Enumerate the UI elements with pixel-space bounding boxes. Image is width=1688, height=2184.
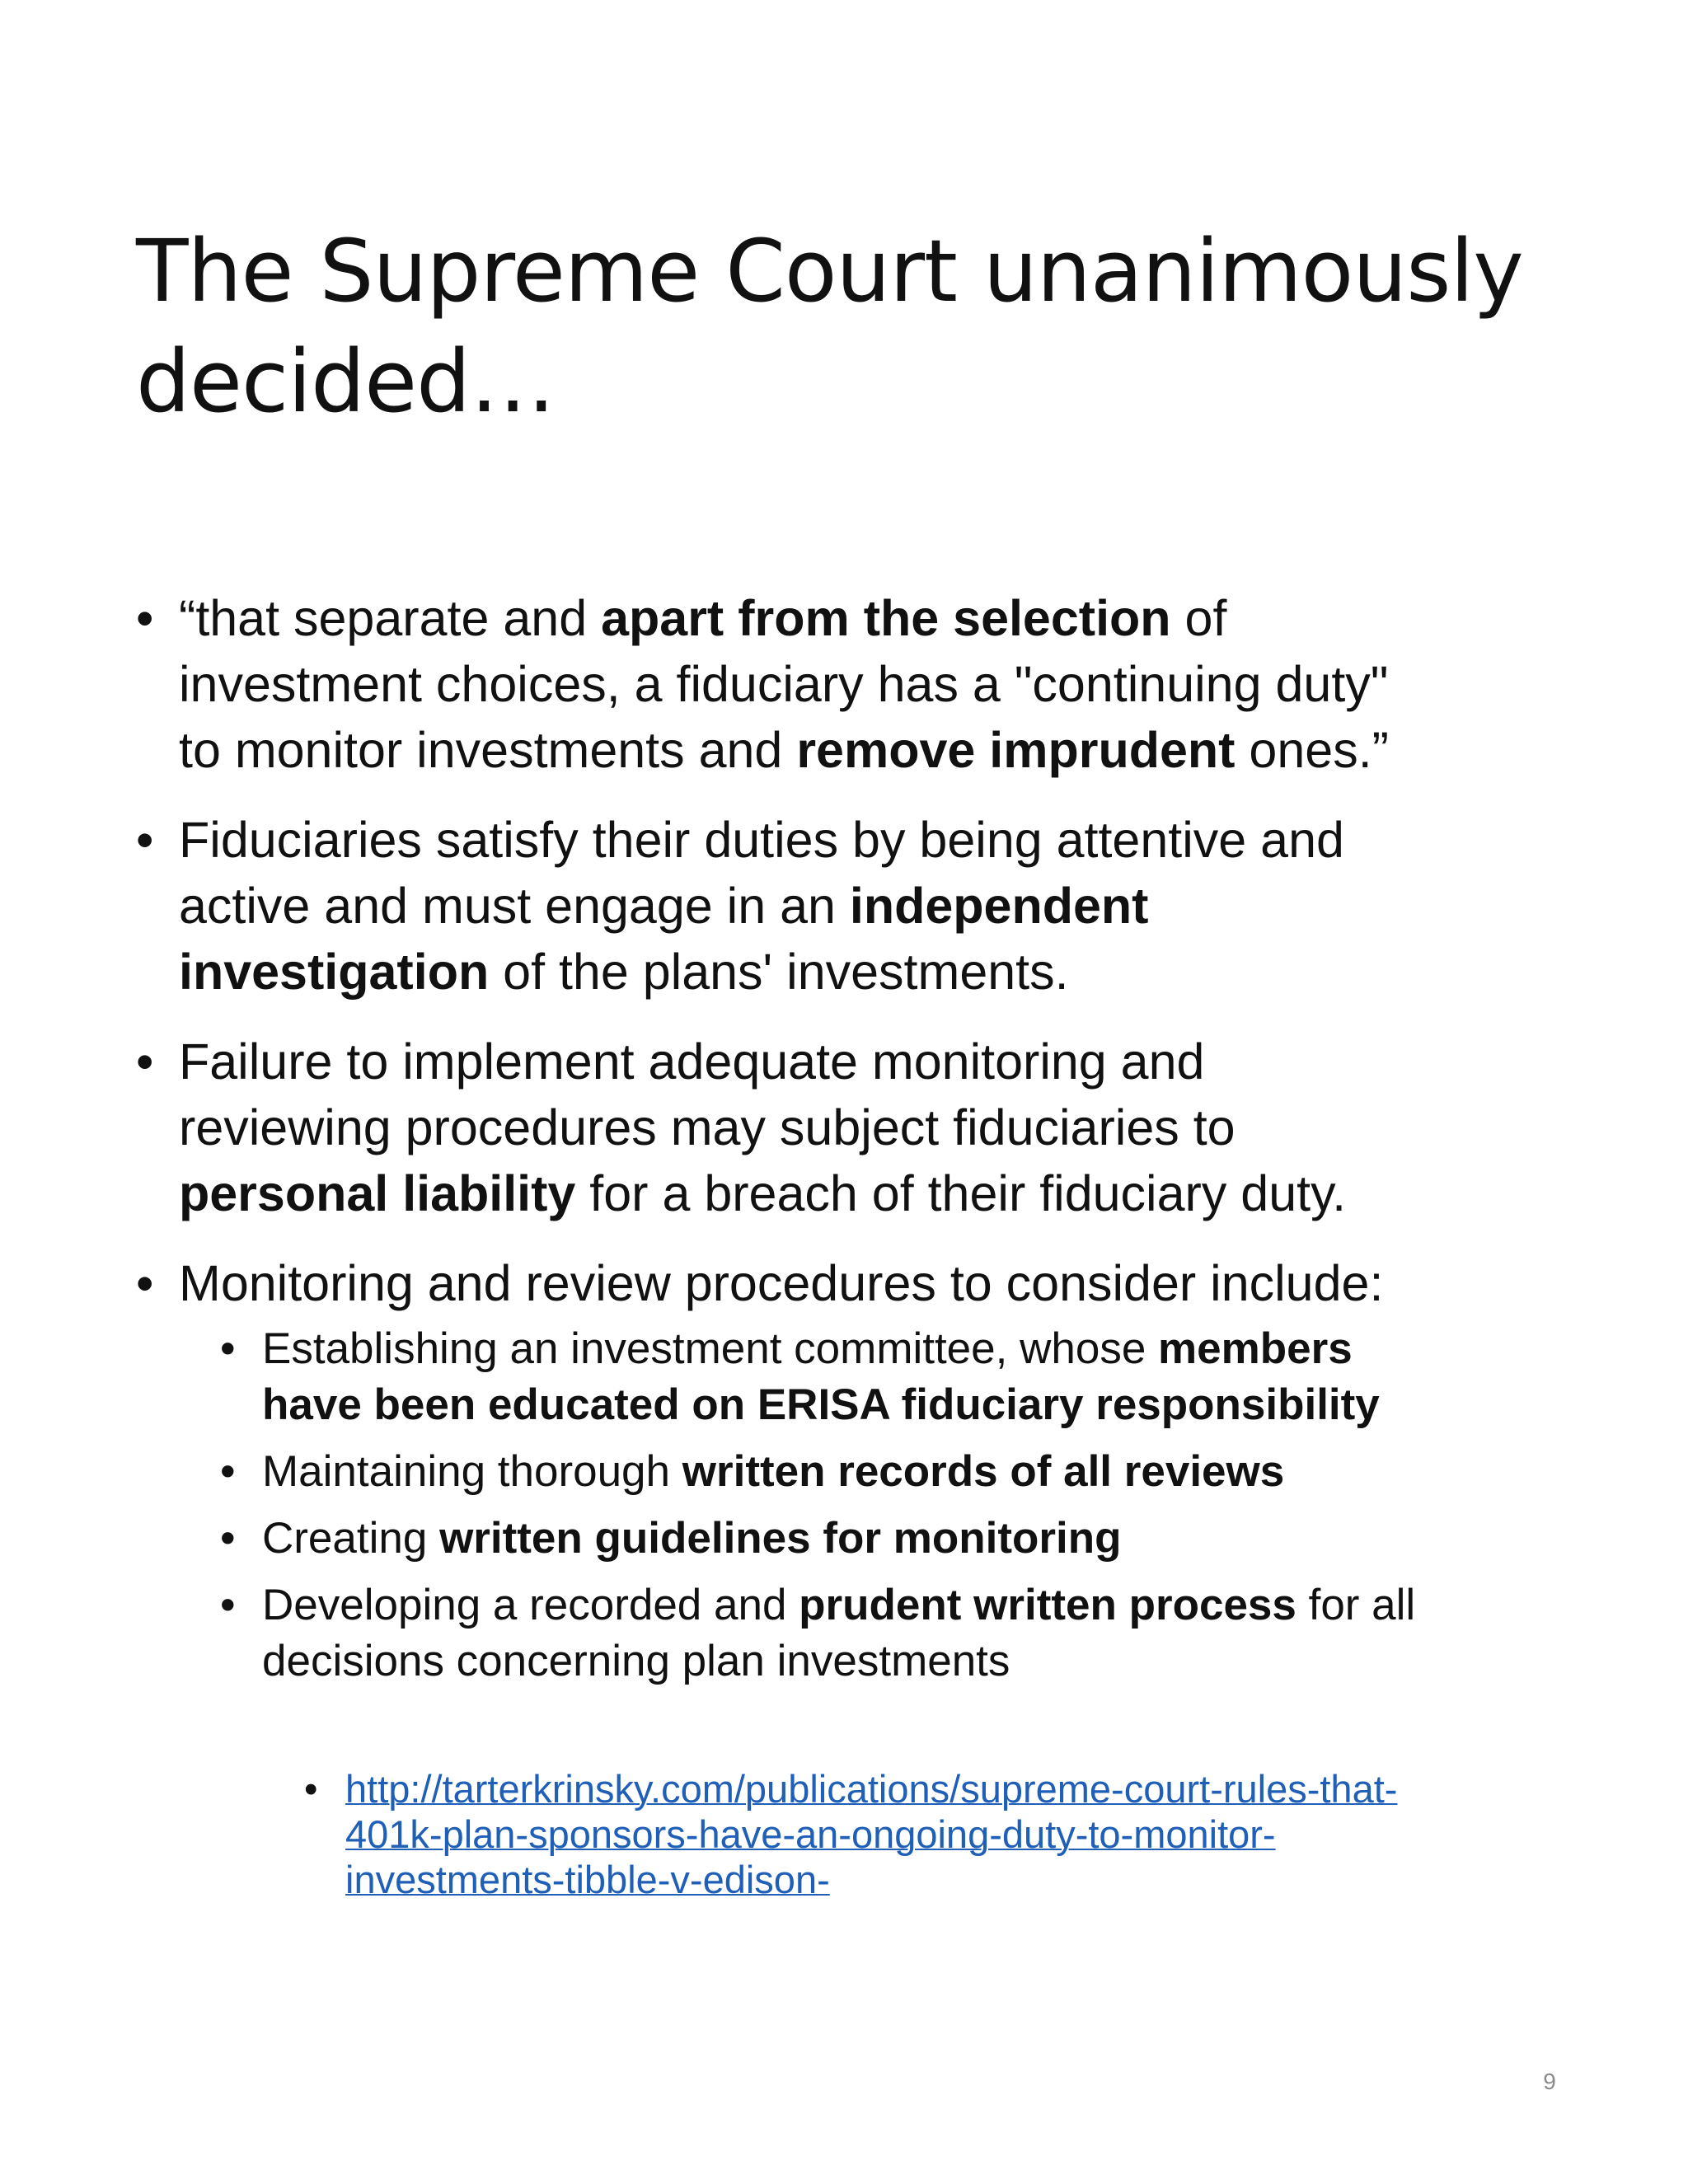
bullet-line — [179, 585, 1570, 651]
text-run: of the plans' investments. — [489, 944, 1069, 1000]
slide-title-line: decided… — [136, 331, 556, 432]
text-run: Developing a recorded and — [262, 1581, 799, 1629]
text-run: investment choices, a fiduciary has a "continuing duty" — [179, 656, 1389, 712]
text-run: for a breach of their fiduciary duty. — [575, 1165, 1347, 1221]
link-line[interactable]: 401k-plan-sponsors-have-an-ongoing-duty-to-monitor- — [345, 1812, 1276, 1856]
bullet-line — [179, 1250, 1570, 1316]
text-run: of — [1170, 590, 1227, 646]
bullet-line — [262, 1633, 1570, 1690]
emphasis-run: remove imprudent — [796, 722, 1236, 778]
sub-bullet-guidelines — [220, 1511, 1570, 1567]
bullet-line — [179, 807, 1570, 873]
text-run: reviewing procedures may subject fiduciaries to — [179, 1099, 1236, 1155]
bullet-line — [262, 1511, 1570, 1567]
emphasis-run: personal liability — [179, 1165, 576, 1221]
text-run: Establishing an investment committee, whose — [262, 1324, 1159, 1373]
emphasis-run: prudent written process — [799, 1581, 1296, 1629]
bullet-line — [179, 651, 1570, 717]
sub-bullet-written-records — [220, 1444, 1570, 1500]
emphasis-run: members — [1158, 1324, 1353, 1373]
source-link-item — [304, 1766, 1631, 1902]
text-run: to monitor investments and — [179, 722, 797, 778]
sub-bullet-investment-committee — [220, 1321, 1570, 1433]
bullet-dot-icon: • — [220, 1324, 236, 1373]
bullet-line — [262, 1444, 1570, 1500]
text-run: “that separate and — [179, 590, 602, 646]
link-line[interactable]: http://tarterkrinsky.com/publications/supreme-court-rules-that- — [345, 1767, 1398, 1811]
emphasis-run: independent — [849, 878, 1149, 934]
bullet-line — [179, 1029, 1570, 1094]
bullet-dot-icon: • — [220, 1581, 236, 1629]
bullet-line — [179, 939, 1570, 1005]
text-run: Creating — [262, 1514, 440, 1563]
page-number: 9 — [1543, 2069, 1556, 2094]
bullet-dot-icon: • — [220, 1447, 236, 1496]
bullet-dot-icon: • — [136, 812, 154, 868]
text-run: Maintaining thorough — [262, 1447, 682, 1496]
bullet-line — [179, 717, 1570, 783]
sub-bullet-list — [179, 1321, 1570, 1690]
text-run: ones.” — [1235, 722, 1389, 778]
bullet-list — [136, 585, 1570, 1713]
emphasis-run: have been educated on ERISA fiduciary responsibility — [262, 1380, 1380, 1429]
text-run: active and must engage in an — [179, 878, 850, 934]
bullet-dot-icon: • — [136, 1255, 154, 1311]
text-run: Failure to implement adequate monitoring and — [179, 1033, 1205, 1090]
bullet-dot-icon: • — [136, 590, 154, 646]
source-link[interactable] — [345, 1766, 1631, 1902]
bullet-line — [262, 1377, 1570, 1433]
bullet-item-independent-investigation — [136, 807, 1570, 1005]
bullet-dot-icon: • — [220, 1514, 236, 1563]
link-line[interactable]: investments-tibble-v-edison- — [345, 1858, 830, 1901]
bullet-line — [262, 1577, 1570, 1633]
text-run: Monitoring and review procedures to consider include: — [179, 1255, 1384, 1311]
bullet-line — [179, 873, 1570, 939]
text-run: Fiduciaries satisfy their duties by being attentive and — [179, 812, 1344, 868]
bullet-line — [179, 1094, 1570, 1160]
emphasis-run: investigation — [179, 944, 490, 1000]
bullet-item-personal-liability — [136, 1029, 1570, 1226]
bullet-dot-icon: • — [136, 1033, 154, 1090]
emphasis-run: apart from the selection — [601, 590, 1171, 646]
bullet-item-procedures — [136, 1250, 1570, 1690]
text-run: for all — [1296, 1581, 1416, 1629]
bullet-line — [262, 1321, 1570, 1377]
text-run: decisions concerning plan investments — [262, 1637, 1010, 1685]
slide-title-line: The Supreme Court unanimously — [136, 221, 1523, 321]
sub-bullet-written-process — [220, 1577, 1570, 1690]
bullet-dot-icon: • — [304, 1767, 318, 1811]
slide-title — [136, 216, 1587, 437]
bullet-line — [179, 1160, 1570, 1226]
emphasis-run: written records of all reviews — [682, 1447, 1285, 1496]
emphasis-run: written guidelines for monitoring — [439, 1514, 1122, 1563]
bullet-item-continuing-duty — [136, 585, 1570, 783]
